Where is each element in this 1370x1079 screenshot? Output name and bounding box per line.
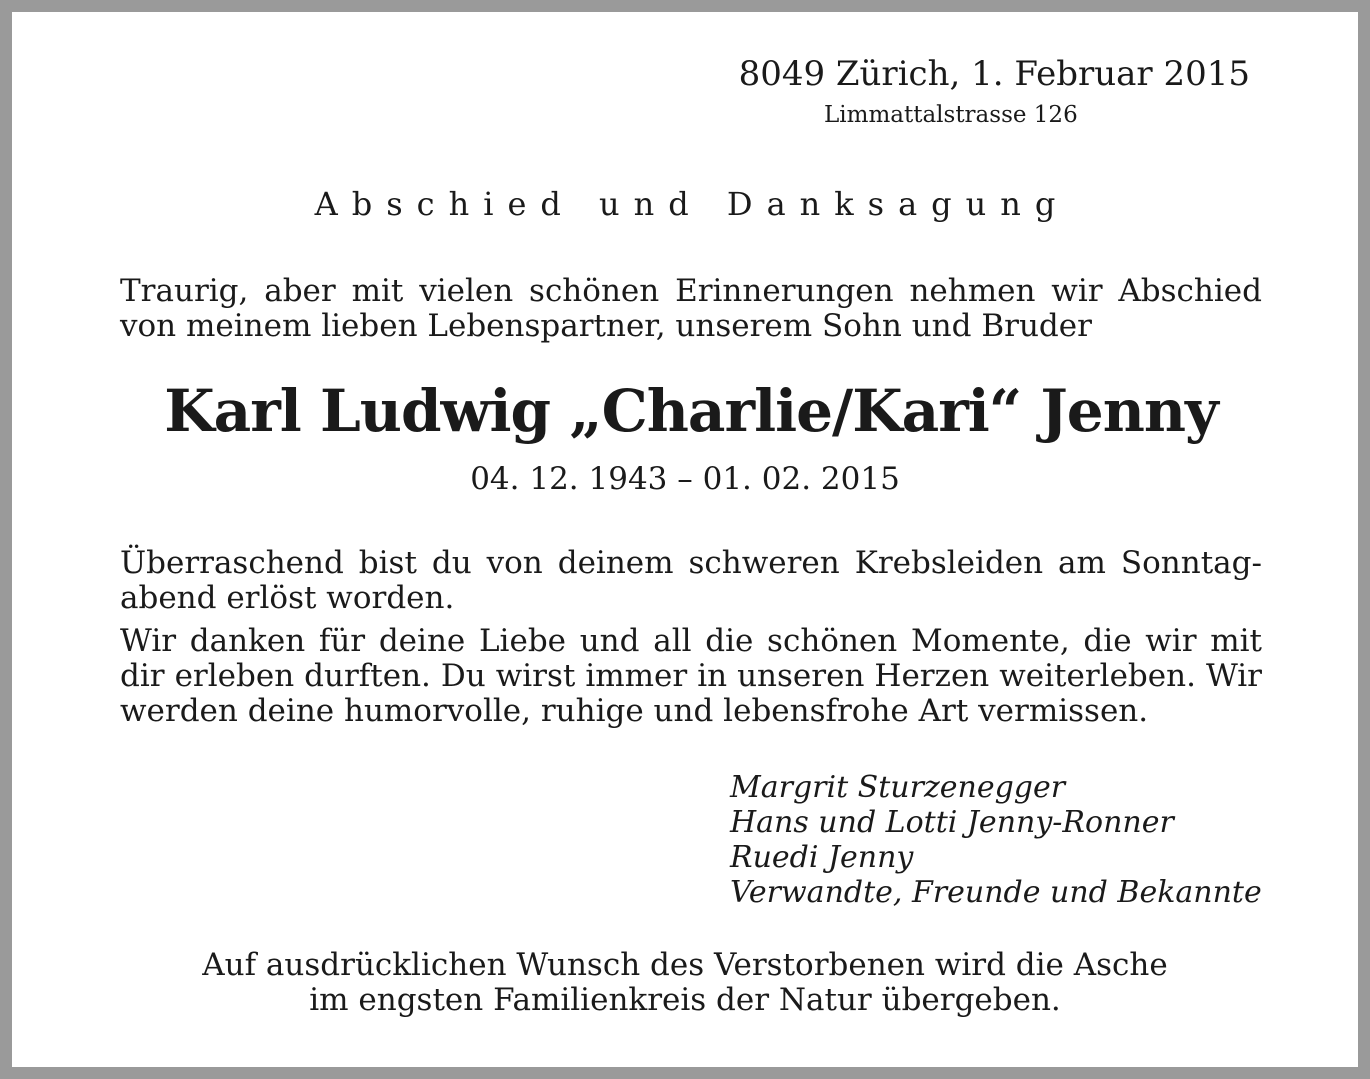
- closing-line: Auf ausdrücklichen Wunsch des Verstorbenen wird die Asche: [202, 947, 1168, 983]
- notice-heading: Abschied und Danksagung: [314, 185, 1070, 223]
- intro-text: Traurig, aber mit vielen schönen Erinnerungen nehmen wir Abschied von meinem lieben Lebenspartner, unserem Sohn und Bruder: [120, 273, 1262, 344]
- address: Limmattalstrasse 126: [824, 102, 1078, 128]
- place-date: 8049 Zürich, 1. Februar 2015: [738, 54, 1250, 94]
- deceased-name: Karl Ludwig „Charlie/Kari“ Jenny: [164, 377, 1218, 445]
- life-dates: 04. 12. 1943 – 01. 02. 2015: [470, 461, 900, 497]
- signer: Verwandte, Freunde und Bekannte: [730, 875, 1262, 910]
- body-paragraph-2: Wir danken für deine Liebe und all die schönen Momente, die wir mit dir erleben durften. Du wirst immer in unseren Herzen weiterleben. Wir werden deine humorvolle, ruhige und lebensfrohe Art vermissen.: [120, 623, 1262, 729]
- obituary-notice: [12, 12, 1358, 1067]
- signer: Hans und Lotti Jenny-Ronner: [730, 805, 1174, 840]
- signer: Margrit Sturzenegger: [730, 770, 1066, 805]
- closing-note: [12, 948, 1358, 1018]
- signer: Ruedi Jenny: [730, 840, 914, 875]
- closing-line: im engsten Familienkreis der Natur übergeben.: [309, 982, 1061, 1018]
- body-paragraph-1: Überraschend bist du von deinem schweren Krebsleiden am Sonntagabend erlöst worden.: [120, 545, 1262, 616]
- signers-list: [730, 770, 1262, 910]
